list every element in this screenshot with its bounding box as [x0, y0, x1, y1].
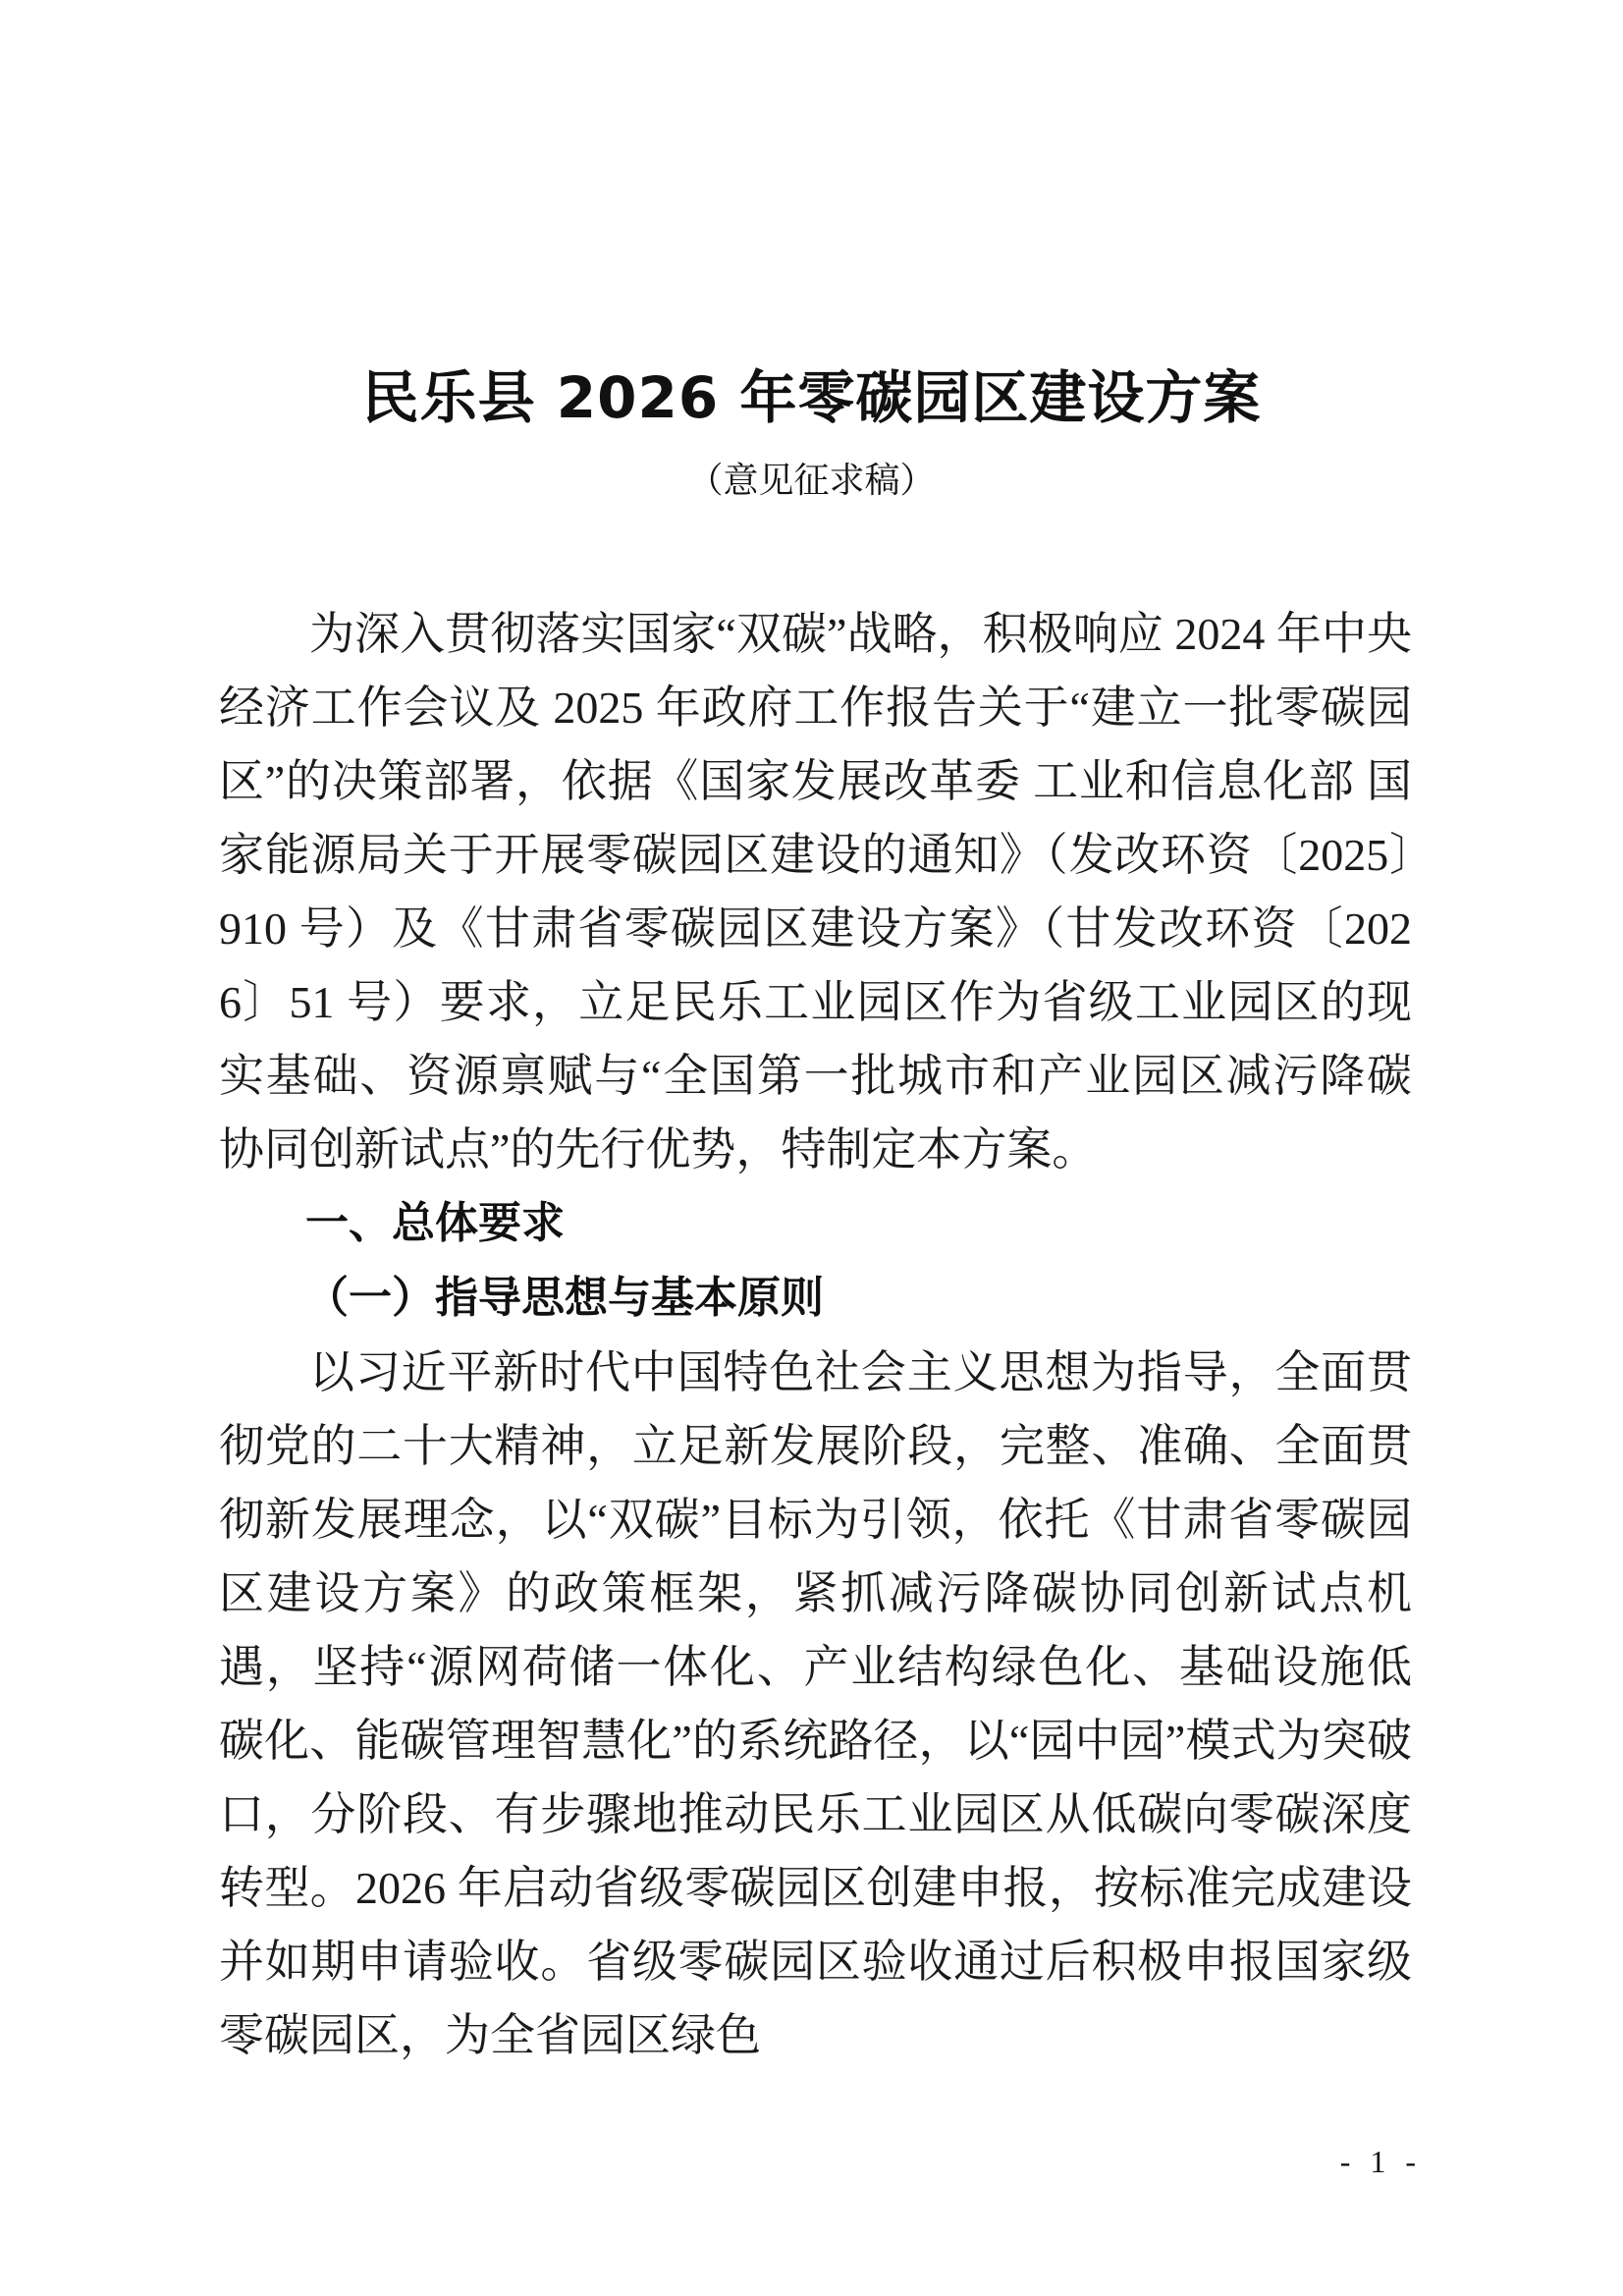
- document-body: [219, 0, 1412, 2072]
- paragraph-guiding-thought: 以习近平新时代中国特色社会主义思想为指导，全面贯彻党的二十大精神，立足新发展阶段，完整、准确、全面贯彻新发展理念，以“双碳”目标为引领，依托《甘肃省零碳园区建设方案》的政策框架，紧抓减污降碳协同创新试点机遇，坚持“源网荷储一体化、产业结构绿色化、基础设施低碳化、能碳管理智慧化”的系统路径，以“园中园”模式为突破口，分阶段、有步骤地推动民乐工业园区从低碳向零碳深度转型。2026 年启动省级零碳园区创建申报，按标准完成建设并如期申请验收。省级零碳园区验收通过后积极申报国家级零碳园区，为全省园区绿色: [219, 1347, 1412, 2060]
- section-heading-overall-requirements: 一、总体要求: [305, 1198, 565, 1248]
- document-title: 民乐县 2026 年零碳园区建设方案: [361, 364, 1262, 431]
- paragraph-preamble: 为深入贯彻落实国家“双碳”战略，积极响应 2024 年中央经济工作会议及 2025 年政府工作报告关于“建立一批零碳园区”的决策部署，依据《国家发展改革委 工业和信息化部 国家能源局关于开展零碳园区建设的通知》（发改环资〔2025〕910 号）及《甘肃省零碳园区建设方案》（甘发改环资〔2026〕51 号）要求，立足民乐工业园区作为省级工业园区的现实基础、资源禀赋与“全国第一批城市和产业园区减污降碳协同创新试点”的先行优势，特制定本方案。: [219, 609, 1412, 1175]
- document-subtitle: （意见征求稿）: [687, 461, 936, 500]
- page-number: - 1 -: [1339, 2144, 1422, 2179]
- subsection-heading-guiding-principles: （一）指导思想与基本原则: [305, 1274, 824, 1322]
